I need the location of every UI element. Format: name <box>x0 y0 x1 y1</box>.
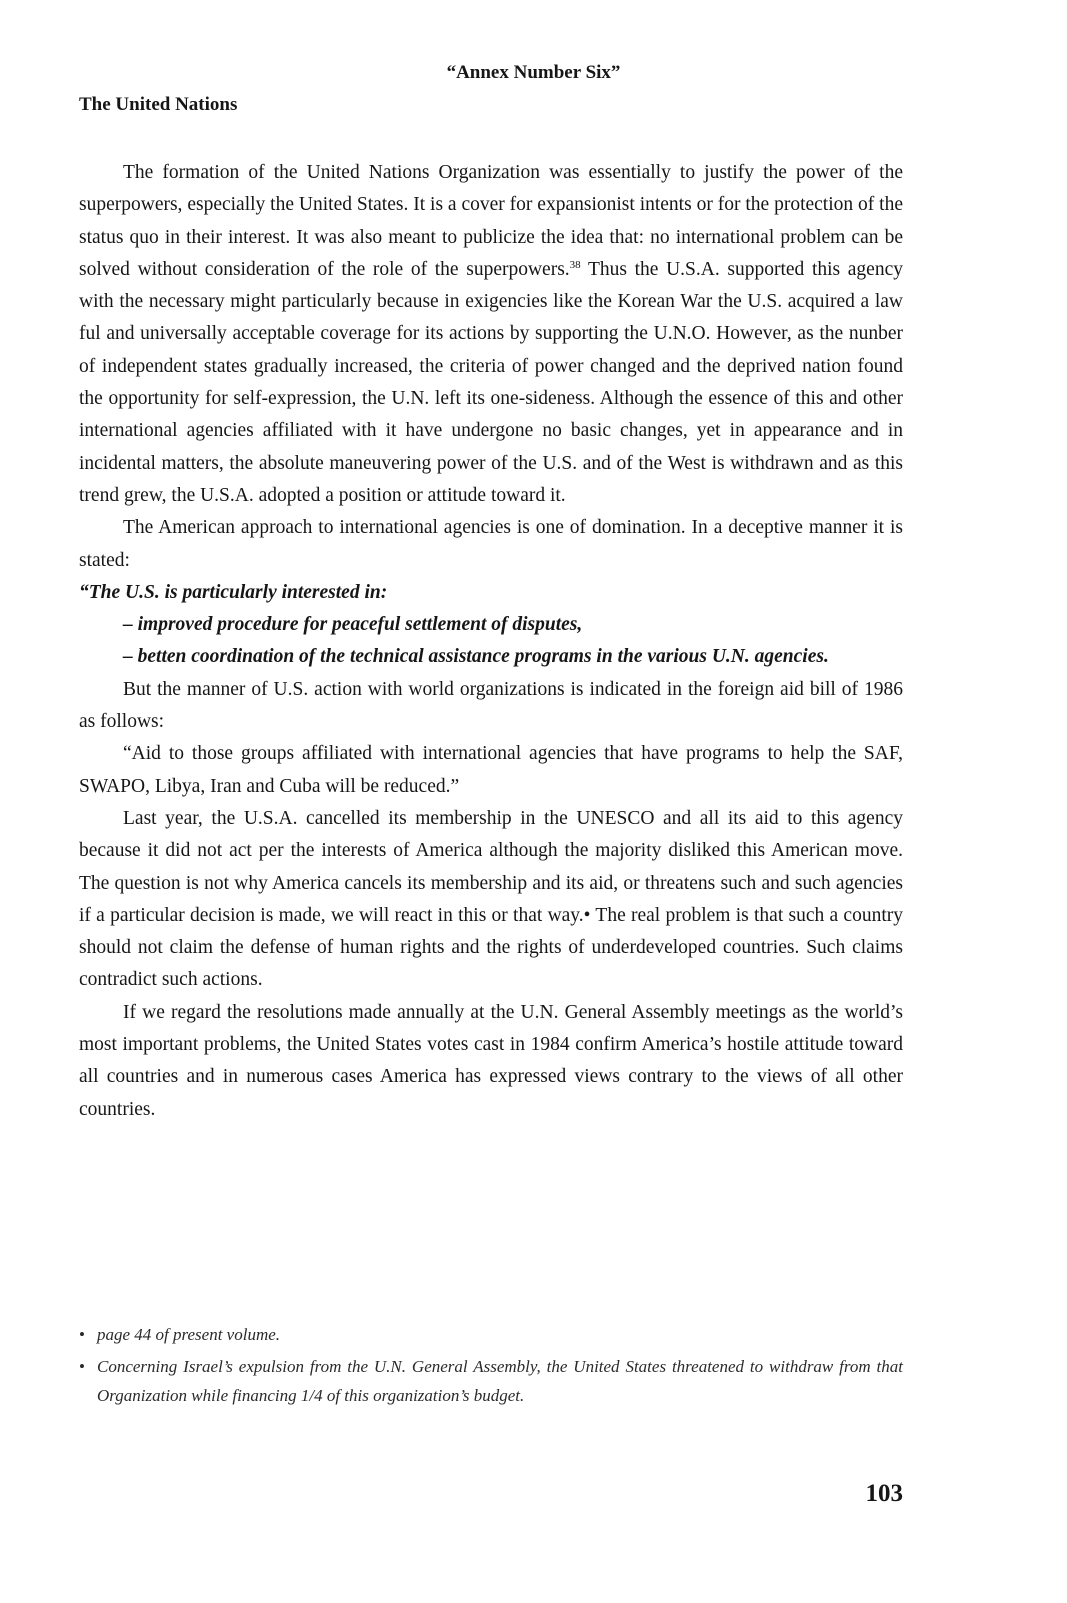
paragraph-1-text: The formation of the United Nations Organization was essentially to justify the power of the superpowers, especially the United States. It is a cover for expansionist intents or for the protection of the status quo in their interest. It was also meant to publicize the idea that: no international problem can be solved without consideration of the role of the superpowers. <box>79 162 903 280</box>
paragraph-1-text-cont: Thus the U.S.A. supported this agency with the necessary might particularly because in exigencies like the Korean War the U.S. acquired a law ful and universally acceptable coverage for its actions by supporting the U.N.O. However, as the nunber of independent states gradually increased, the criteria of power changed and the deprived nation found the opportunity for self-expression, the U.N. left its one-sideness. Although the essence of this and other international agencies affiliated with it have undergone no basic changes, yet in appearance and in incidental matters, the absolute maneuvering power of the U.S. and of the West is withdrawn and as this trend grew, the U.S.A. adopted a position or attitude toward it. <box>79 258 903 506</box>
footnote-bullet: • <box>79 1325 85 1344</box>
footnote-ref-38: 38 <box>569 258 581 271</box>
quote-item-1: – improved procedure for peaceful settlement of disputes, <box>123 614 583 636</box>
footnote-text: Concerning Israel’s expulsion from the U.N. General Assembly, the United States threatened to withdraw from that Organization while financing 1/4 of this organization’s budget. <box>97 1357 903 1405</box>
paragraph-6: If we regard the resolutions made annually at the U.N. General Assembly meetings as the world’s most important problems, the United States votes cast in 1984 confirm America’s hostile attitude toward all countries and in numerous cases America has expressed views contrary to the views of all other countries. <box>79 1001 903 1120</box>
footnotes <box>79 1320 903 1413</box>
running-head: “Annex Number Six” <box>446 62 621 83</box>
paragraph-5-text: Last year, the U.S.A. cancelled its membership in the UNESCO and all its aid to this agency because it did not act per the interests of America although the majority disliked this American move. The question is not why America cancels its membership and its aid, or threatens such and such agencies if a particular decision is made, we will react in this or that way. <box>79 807 903 926</box>
paragraph-2: The American approach to international agencies is one of domination. In a deceptive manner it is stated: <box>79 517 903 571</box>
section-title: The United Nations <box>79 94 238 115</box>
quote-item-2: – betten coordination of the technical assistance programs in the various U.N. agencies. <box>123 646 829 668</box>
footnote-bullet: • <box>79 1357 85 1376</box>
footnote-1 <box>79 1320 903 1349</box>
page-number: 103 <box>865 1480 903 1507</box>
paragraph-1 <box>79 157 903 512</box>
footnote-2 <box>79 1352 903 1410</box>
footnote-mark: • <box>583 904 591 926</box>
paragraph-5 <box>79 803 903 997</box>
footnote-text: page 44 of present volume. <box>97 1325 281 1344</box>
paragraph-4: “Aid to those groups affiliated with international agencies that have programs to help the SAF, SWAPO, Libya, Iran and Cuba will be reduced.” <box>79 743 903 797</box>
paragraph-3: But the manner of U.S. action with world organizations is indicated in the foreign aid bill of 1986 as follows: <box>79 678 903 733</box>
paragraph-5-text-cont: The real problem is that such a country should not claim the defense of human rights and the rights of underdeveloped countries. Such claims contradict such actions. <box>79 904 903 991</box>
quote-intro: “The U.S. is particularly interested in: <box>79 581 388 603</box>
body-text <box>79 157 903 1126</box>
